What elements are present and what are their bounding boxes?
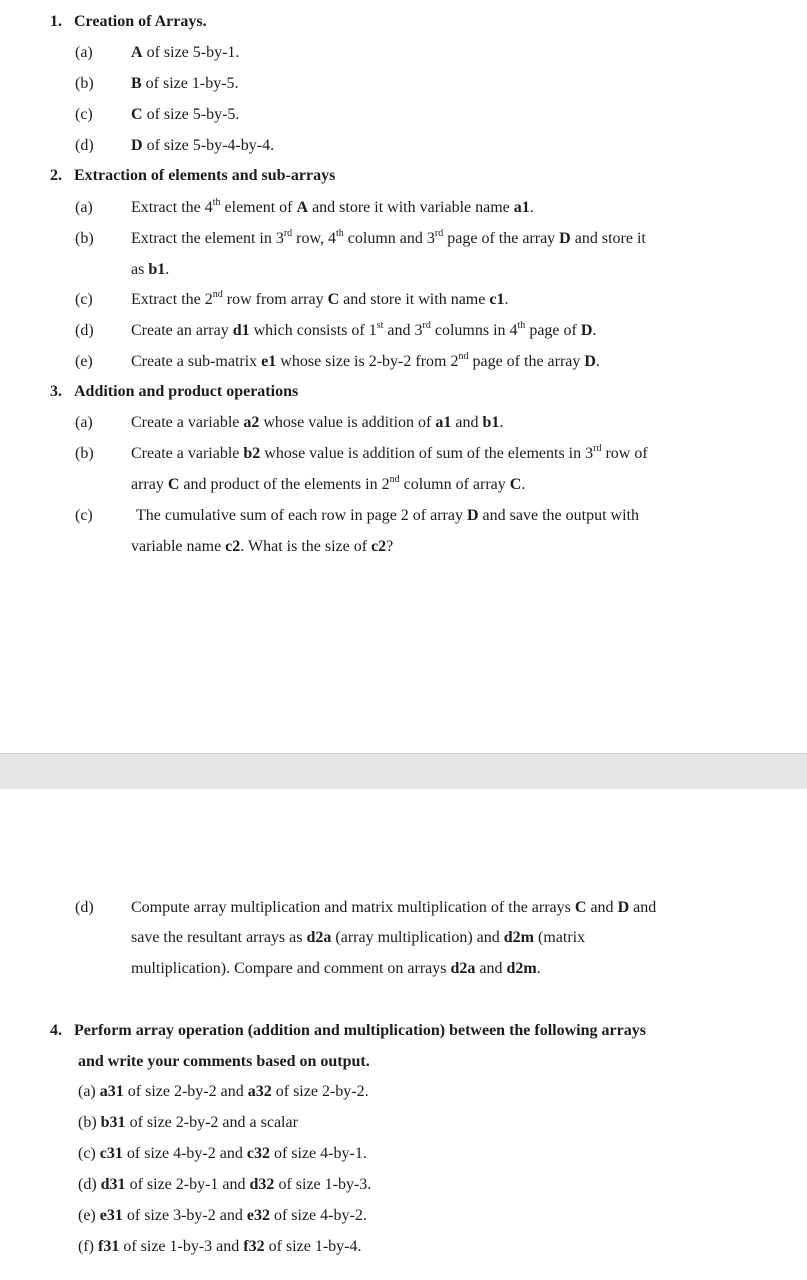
q3-item-c-text: The cumulative sum of each row in page 2 of array D and save the output with: [136, 507, 639, 524]
q2-item-c-text: Extract the 2nd row from array C and store it with name c1.: [131, 288, 509, 308]
q1-item-c: (c): [75, 106, 93, 123]
q2-item-b-text: Extract the element in 3rd row, 4th column and 3rd page of the array D and store it: [131, 227, 646, 247]
q4-heading-line2: and write your comments based on output.: [78, 1053, 370, 1070]
q2-item-b-text-line2: as b1.: [131, 261, 170, 278]
q1-item-a: (a): [75, 44, 93, 61]
q3-item-b-text-line2: array C and product of the elements in 2nd column of array C.: [131, 473, 526, 493]
q3-item-c-text-line2: variable name c2. What is the size of c2?: [131, 538, 394, 555]
q4-item-c: (c) c31 of size 4-by-2 and c32 of size 4-by-1.: [78, 1145, 367, 1162]
q1-item-c-text: C of size 5-by-5.: [131, 106, 240, 123]
q2-item-a-label: (a): [75, 199, 93, 216]
q2-item-d-text: Create an array d1 which consists of 1st and 3rd columns in 4th page of D.: [131, 319, 597, 339]
q2-heading: 2. Extraction of elements and sub-arrays: [50, 167, 336, 184]
q2-item-d-label: (d): [75, 322, 94, 339]
q3-item-a-label: (a): [75, 414, 93, 431]
q1-item-d-text: D of size 5-by-4-by-4.: [131, 137, 275, 154]
page-separator: [0, 753, 807, 790]
q3-item-d-text-line2: save the resultant arrays as d2a (array multiplication) and d2m (matrix: [131, 929, 586, 946]
q1-item-d: (d): [75, 137, 94, 154]
q2-item-b-label: (b): [75, 230, 94, 247]
q1-item-a-text: A of size 5-by-1.: [131, 44, 240, 61]
q1-heading: 1. Creation of Arrays.: [50, 13, 207, 30]
q2-item-e-label: (e): [75, 353, 93, 370]
q2-item-a-text: Extract the 4th element of A and store it with variable name a1.: [131, 196, 534, 216]
q4-item-b: (b) b31 of size 2-by-2 and a scalar: [78, 1114, 298, 1131]
q4-item-f: (f) f31 of size 1-by-3 and f32 of size 1-by-4.: [78, 1238, 362, 1255]
q1-item-b: (b): [75, 75, 94, 92]
q2-item-e-text: Create a sub-matrix e1 whose size is 2-by-2 from 2nd page of the array D.: [131, 350, 600, 370]
q3-item-c-label: (c): [75, 507, 93, 524]
q4-item-d: (d) d31 of size 2-by-1 and d32 of size 1-by-3.: [78, 1176, 372, 1193]
q3-item-b-text: Create a variable b2 whose value is addition of sum of the elements in 3rd row of: [131, 442, 648, 462]
q3-item-d-text: Compute array multiplication and matrix multiplication of the arrays C and D and: [131, 899, 657, 916]
q4-item-a: (a) a31 of size 2-by-2 and a32 of size 2-by-2.: [78, 1083, 369, 1100]
q3-item-d-text-line3: multiplication). Compare and comment on arrays d2a and d2m.: [131, 960, 541, 977]
q3-heading: 3. Addition and product operations: [50, 383, 299, 400]
q1-item-b-text: B of size 1-by-5.: [131, 75, 239, 92]
q3-item-a-text: Create a variable a2 whose value is addition of a1 and b1.: [131, 414, 504, 431]
q2-item-c-label: (c): [75, 291, 93, 308]
q4-item-e: (e) e31 of size 3-by-2 and e32 of size 4-by-2.: [78, 1207, 367, 1224]
q3-item-d-label: (d): [75, 899, 94, 916]
q4-heading: 4. Perform array operation (addition and multiplication) between the following arrays: [50, 1022, 646, 1039]
q3-item-b-label: (b): [75, 445, 94, 462]
